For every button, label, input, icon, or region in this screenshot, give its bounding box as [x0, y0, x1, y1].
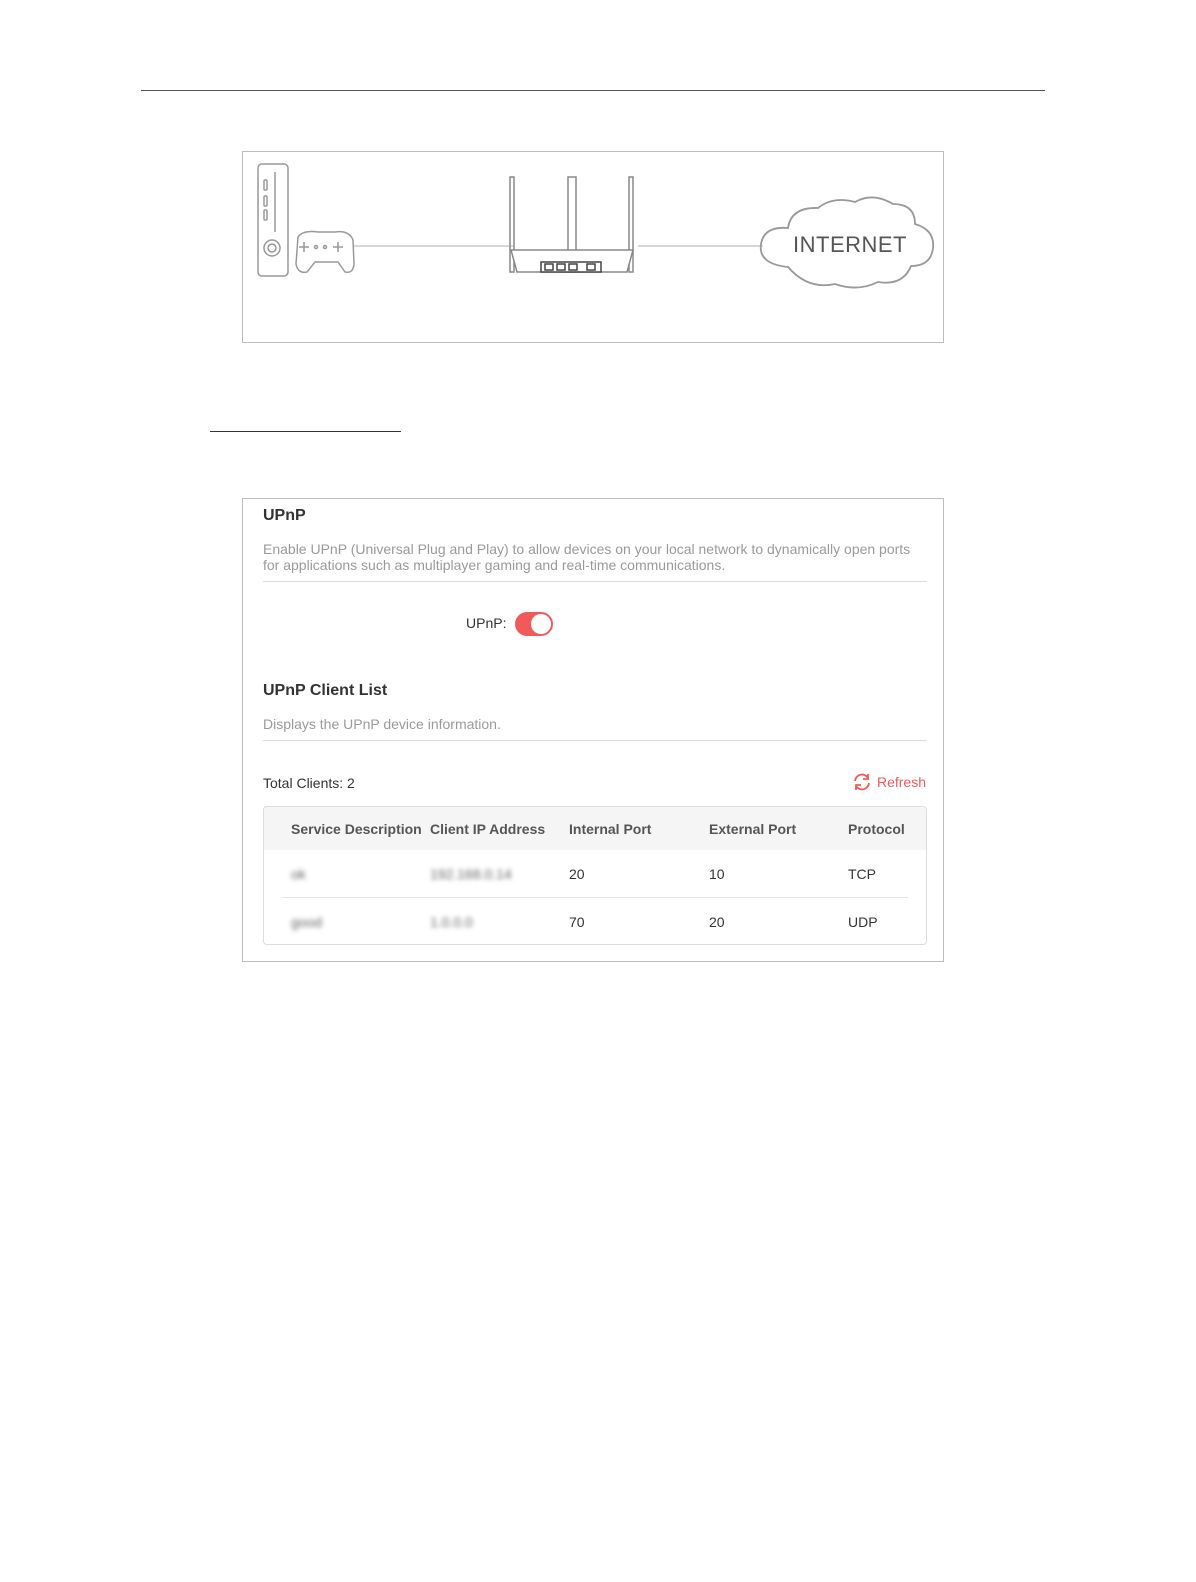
refresh-button[interactable]: [852, 773, 926, 791]
internal-port-cell: 20: [569, 866, 585, 882]
column-header: Client IP Address: [430, 821, 546, 837]
upnp-toggle-label: UPnP:: [466, 615, 507, 631]
service-cell: ok: [291, 866, 306, 882]
ip-cell: 192.168.0.14: [430, 866, 512, 882]
column-header: External Port: [709, 821, 797, 837]
total-clients: Total Clients: 2: [263, 775, 355, 791]
external-port-cell: 20: [709, 914, 725, 930]
protocol-cell: UDP: [848, 914, 878, 930]
client-table: [263, 806, 927, 945]
internet-label: INTERNET: [793, 232, 907, 257]
game-console-icon: [258, 164, 288, 276]
toggle-knob: [531, 614, 551, 634]
header-rule: [141, 90, 1045, 91]
column-header: Internal Port: [569, 821, 652, 837]
internal-port-cell: 70: [569, 914, 585, 930]
table-header: [264, 807, 926, 850]
link-underline: [210, 431, 401, 432]
row-divider: [282, 897, 908, 898]
divider: [263, 581, 927, 582]
ip-cell: 1.0.0.0: [430, 914, 473, 930]
column-header: Service Description: [291, 821, 422, 837]
divider: [263, 740, 927, 741]
router-icon: [510, 177, 633, 272]
column-header: Protocol: [848, 821, 905, 837]
network-diagram: [242, 151, 944, 343]
client-list-description: Displays the UPnP device information.: [263, 716, 501, 732]
upnp-toggle[interactable]: [515, 612, 553, 636]
client-list-title: UPnP Client List: [263, 682, 388, 699]
protocol-cell: TCP: [848, 866, 876, 882]
upnp-description: Enable UPnP (Universal Plug and Play) to allow devices on your local network to dynamically open ports for applications such as multiplayer gaming and real-time communications.: [263, 541, 911, 573]
refresh-icon: [852, 773, 872, 791]
refresh-label: Refresh: [876, 774, 926, 790]
gamepad-icon: [296, 232, 354, 273]
upnp-title: UPnP: [263, 507, 306, 524]
external-port-cell: 10: [709, 866, 725, 882]
upnp-panel: [242, 498, 944, 962]
service-cell: good: [291, 914, 323, 930]
